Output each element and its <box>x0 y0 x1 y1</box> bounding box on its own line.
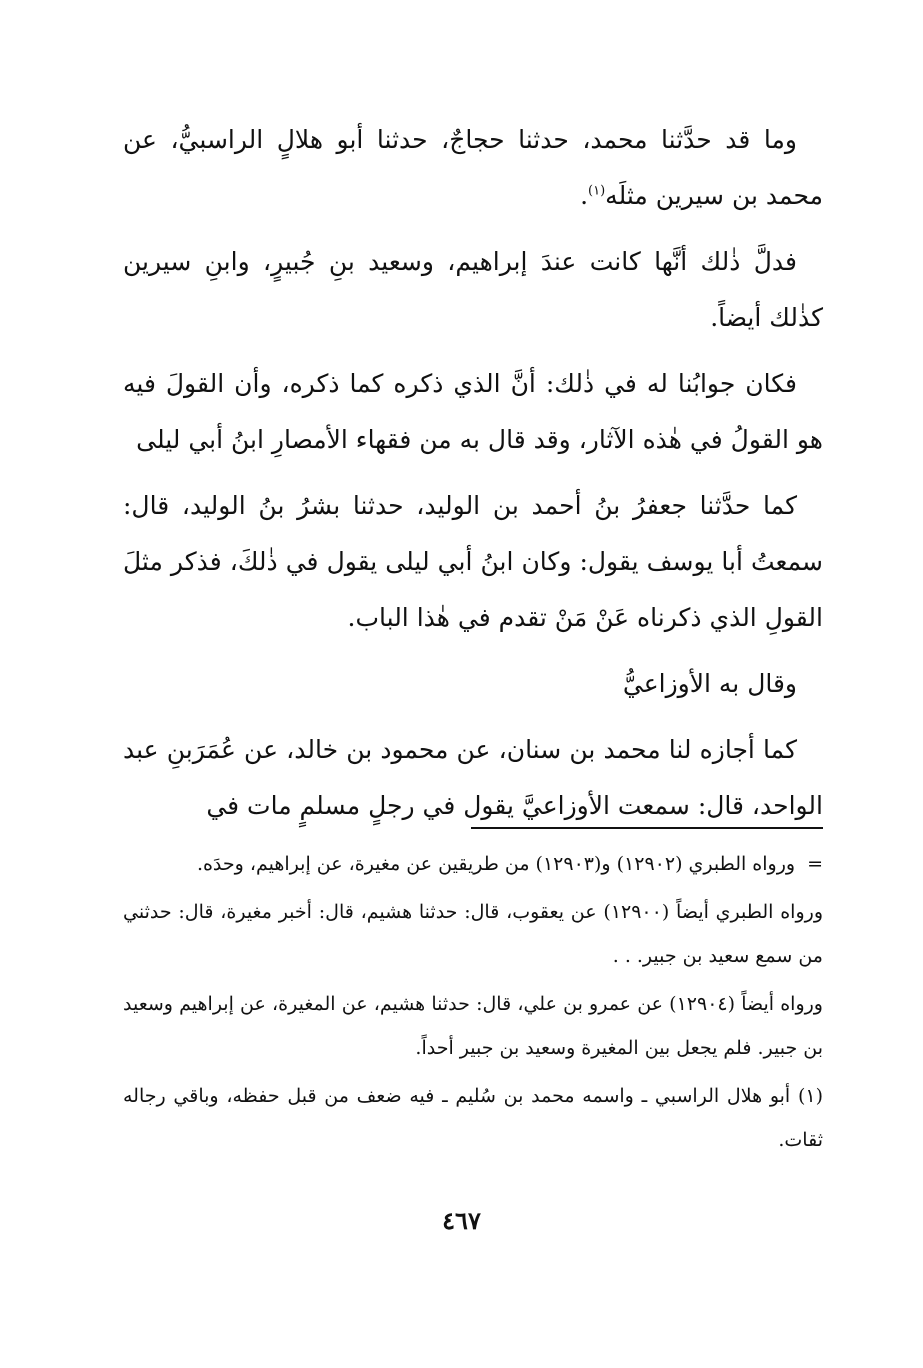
paragraph-2: فدلَّ ذٰلك أنَّها كانت عندَ إبراهيم، وسعيد بنِ جُبيرٍ، وابنِ سيرين كذٰلك أيضاً. <box>123 247 823 332</box>
footnote-text: ورواه أيضاً (١٢٩٠٤) عن عمرو بن علي، قال: حدثنا هشيم، عن المغيرة، عن إبراهيم وسعيد بن جبير. فلم يجعل بين المغيرة وسعيد بن جبير أحداً. <box>123 993 823 1059</box>
main-text <box>123 112 823 844</box>
footnote-1: (١) أبو هلال الراسبي ـ واسمه محمد بن سُليم ـ فيه ضعف من قبل حفظه، وباقي رجاله ثقات. <box>123 1085 823 1151</box>
paragraph-1-tail: . <box>580 181 589 210</box>
footnote-text: ورواه الطبري (١٢٩٠٢) و(١٢٩٠٣) من طريقين عن مغيرة، عن إبراهيم، وحدَه. <box>196 853 796 875</box>
footnote-divider <box>471 827 823 829</box>
page-number: ٤٦٧ <box>442 1206 481 1235</box>
paragraph-3: فكان جوابُنا له في ذٰلك: أنَّ الذي ذكره كما ذكره، وأن القولَ فيه هو القولُ في هٰذه الآثار، وقد قال به من فقهاء الأمصارِ ابنُ أبي ليلى <box>123 369 823 454</box>
footnote-reference: (١) <box>588 183 606 199</box>
footnotes <box>123 842 823 1166</box>
footnote-text: ورواه الطبري أيضاً (١٢٩٠٠) عن يعقوب، قال: حدثنا هشيم، قال: أخبر مغيرة، قال: حدثني من سمع سعيد بن جبير. . . <box>123 901 823 967</box>
continuation-mark: = <box>807 853 823 875</box>
paragraph-1-text: وما قد حدَّثنا محمد، حدثنا حجاجٌ، حدثنا أبو هلالٍ الراسبيُّ، عن محمد بن سيرين مثلَه <box>123 125 823 210</box>
footnote-continuation <box>123 842 823 886</box>
paragraph-1 <box>123 112 823 224</box>
paragraph-6: كما أجازه لنا محمد بن سنان، عن محمود بن خالد، عن عُمَرَبنِ عبد الواحد، قال: سمعت الأوزاعيَّ يقول في رجلٍ مسلمٍ مات في <box>123 735 823 820</box>
paragraph-4: كما حدَّثنا جعفرُ بنُ أحمد بن الوليد، حدثنا بشرُ بنُ الوليد، قال: سمعتُ أبا يوسف يقول: وكان ابنُ أبي ليلى يقول في ذٰلكَ، فذكر مثلَ القولِ الذي ذكرناه عَنْ مَنْ تقدم في هٰذا الباب. <box>123 491 823 632</box>
paragraph-5: وقال به الأوزاعيُّ <box>622 669 797 698</box>
